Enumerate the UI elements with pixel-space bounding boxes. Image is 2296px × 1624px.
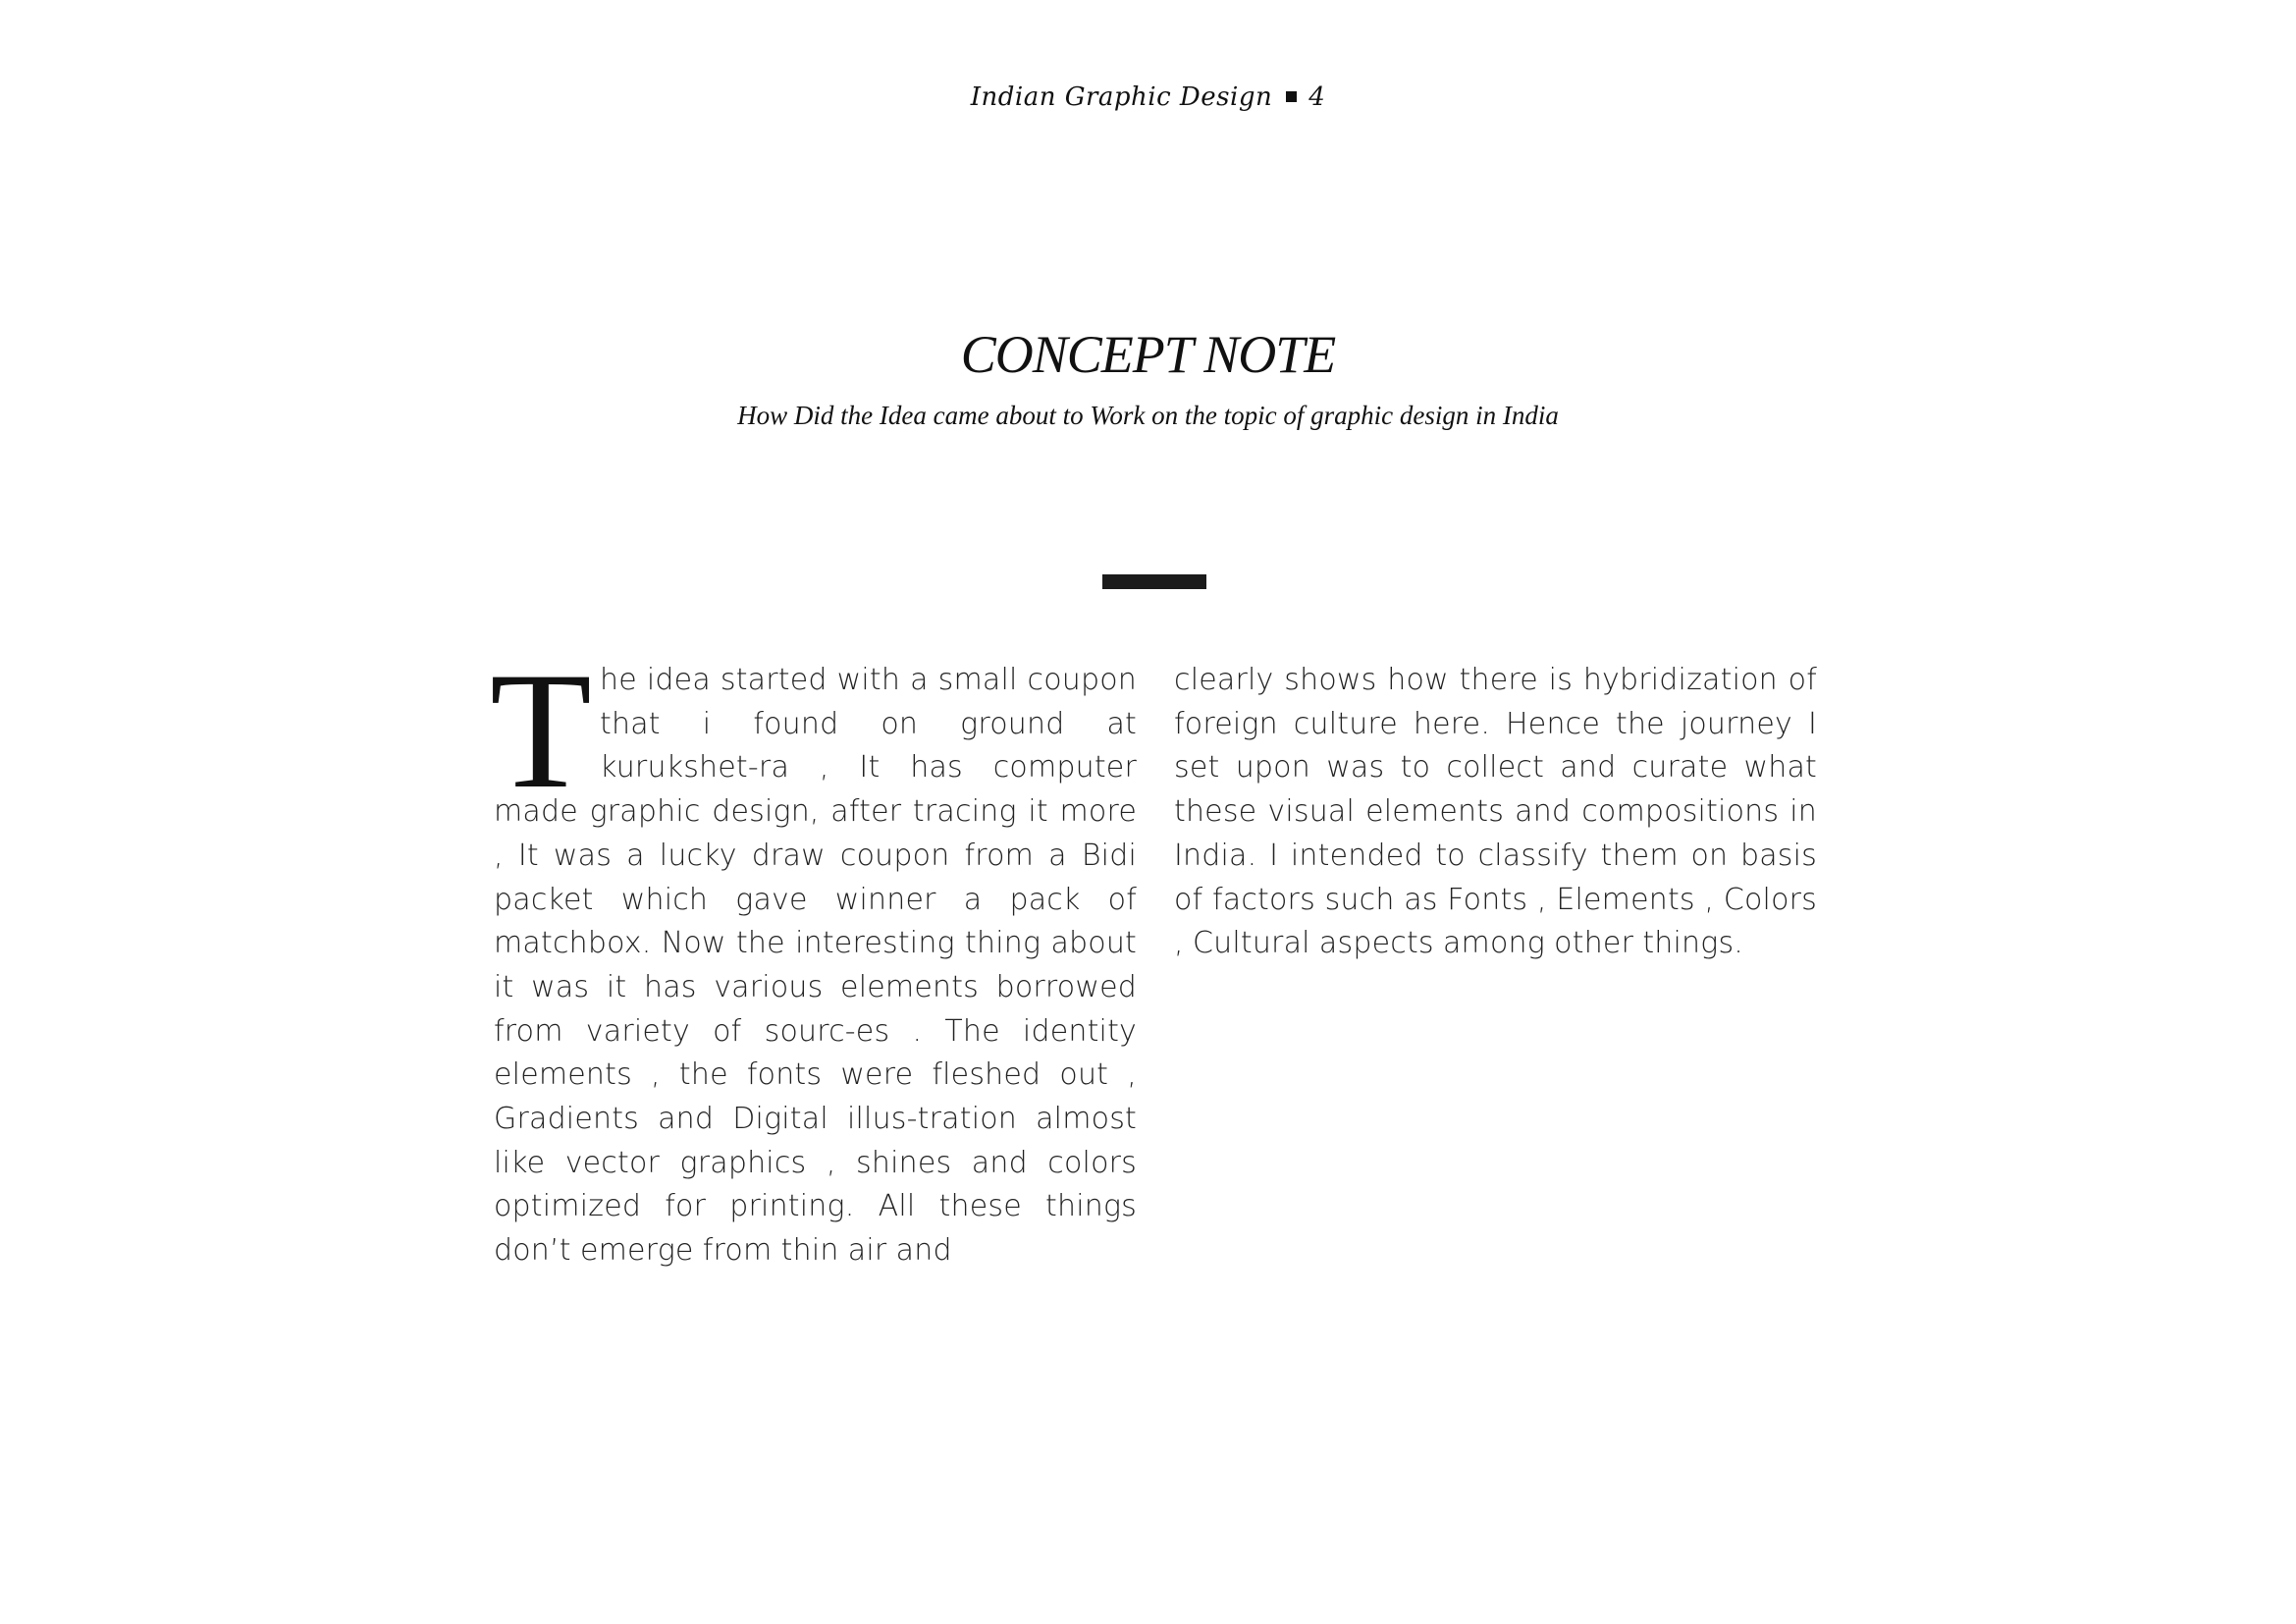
section-title: CONCEPT NOTE	[960, 325, 1336, 384]
body-column-left	[490, 638, 1137, 1273]
page-number: 4	[1308, 82, 1326, 112]
drop-cap: T	[490, 638, 593, 823]
title-divider	[1102, 574, 1206, 589]
body-text-left: he idea started with a small coupon that i found on ground at kurukshet-ra , It has computer made graphic design, after tracing it more , It was a lucky draw coupon from a Bidi packet which gave winner a pack of matchbox. Now the interesting thing about it was it has various elements borrowed from variety of sourc-es . The identity elements , the fonts were fleshed out , Gradients and Digital illus-tration almost like vector graphics , shines and colors optimized for printing. All these things don’t emerge from thin air and	[494, 663, 1137, 1269]
header-separator-square	[1286, 91, 1297, 102]
running-header	[0, 82, 2296, 112]
body-column-right	[1174, 659, 1817, 966]
section-subtitle: How Did the Idea came about to Work on the topic of graphic design in India	[737, 401, 1559, 430]
running-title: Indian Graphic Design	[970, 82, 1273, 112]
body-text-right: clearly shows how there is hybridization of foreign culture here. Hence the journey I set upon was to collect and curate what these visual elements and compositions in India. I intended to classify them on basis of factors such as Fonts , Elements , Colors , Cultural aspects among other things.	[1174, 663, 1817, 961]
